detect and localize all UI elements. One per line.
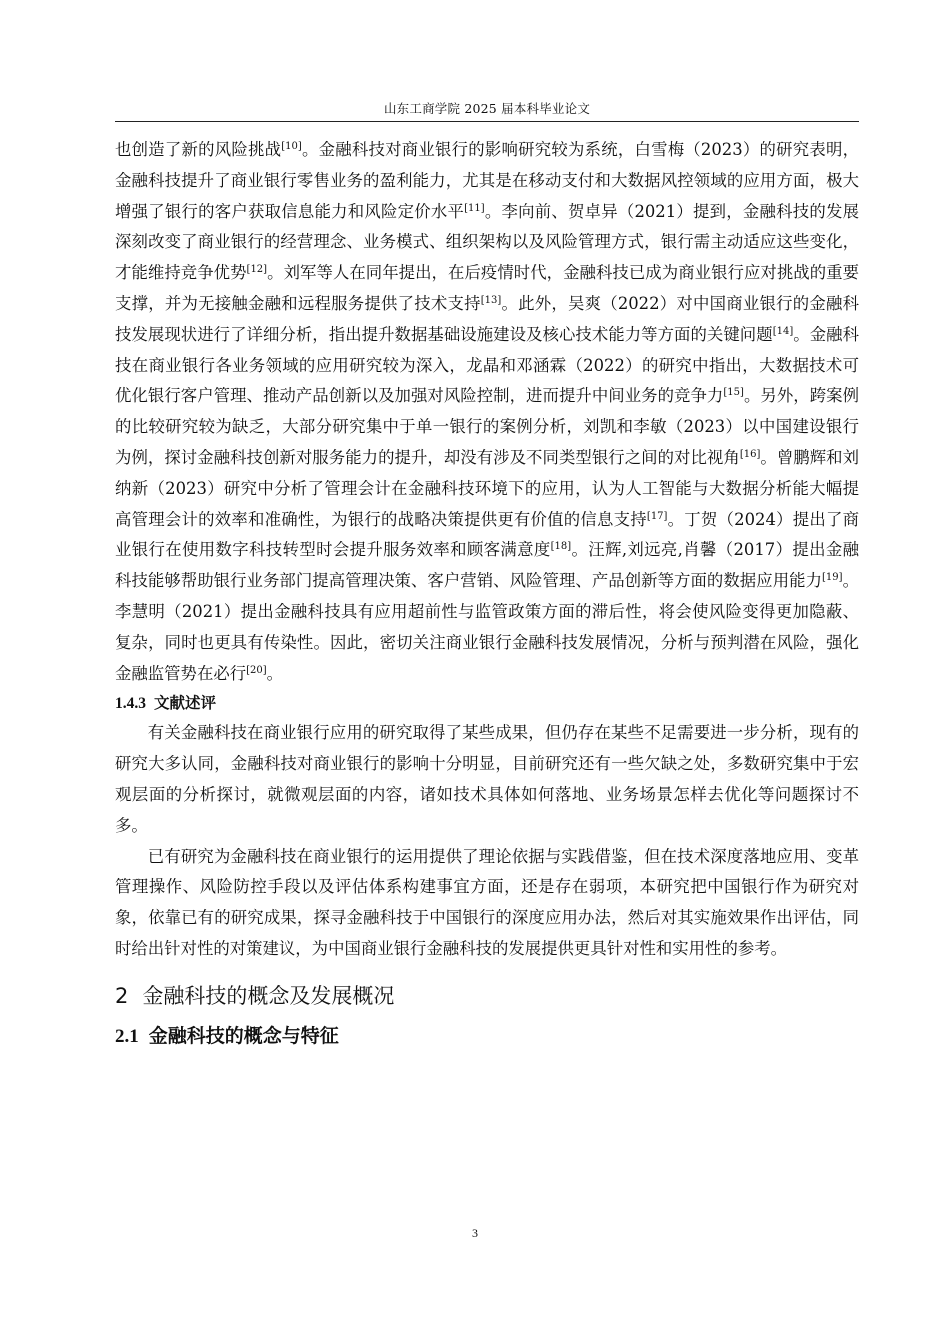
citation-ref: [10]: [281, 141, 302, 152]
body-paragraph: 有关金融科技在商业银行应用的研究取得了某些成果，但仍存在某些不足需要进一步分析，现有的研究大多认同，金融科技对商业银行的影响十分明显，目前研究还有一些欠缺之处，多数研究集中于宏观层面的分析探讨，就微观层面的内容，诸如技术具体如何落地、业务场景怎样去优化等问题探讨不多。: [115, 723, 859, 835]
header-rule: [115, 121, 859, 122]
citation-ref: [16]: [739, 448, 761, 460]
page-header: 山东工商学院 2025 届本科毕业论文: [383, 101, 591, 116]
citation-ref: [14]: [772, 325, 794, 337]
section-number: 2.1: [115, 1025, 139, 1047]
body-paragraph: 已有研究为金融科技在商业银行的运用提供了理论依据与实践借鉴，但在技术深度落地应用、变革管理操作、风险防控手段以及评估体系构建事宜方面，还是存在弱项，本研究把中国银行作为研究对象，依靠已有的研究成果，探寻金融科技于中国银行的深度应用办法，然后对其实施效果作出评估，同时给出针对性的对策建议，为中国商业银行金融科技的发展提供更具针对性和实用性的参考。: [115, 846, 859, 958]
citation-ref: [18]: [550, 541, 572, 553]
section-heading-1-4-3: [115, 689, 859, 718]
text-run: 。汪辉,刘远亮,肖馨（2017）提出金融科技能够帮助银行业务部门提高管理决策、客户营销、风险管理、产品创新等方面的数据应用能力: [115, 540, 859, 591]
text-run: 。另外，跨案例的比较研究较为缺乏，大部分研究集中于单一银行的案例分析，刘凯和李敏（2023）以中国建设银行为例，探讨金融科技创新对服务能力的提升，却没有涉及不同类型银行之间的对比视角: [115, 386, 860, 467]
chapter-title: 金融科技的概念及发展概况: [142, 983, 395, 1008]
citation-ref: [13]: [480, 294, 502, 306]
chapter-number: 2: [115, 983, 129, 1008]
text-run: 。李向前、贺卓异（2021）提到，金融科技的发展深刻改变了商业银行的经营理念、业务模式、组织架构以及风险管理方式，银行需主动适应这些变化，才能维持竞争优势: [115, 201, 860, 283]
section-number: 1.4.3: [115, 695, 146, 713]
text-run: 。: [266, 663, 284, 683]
citation-ref: [12]: [246, 264, 268, 276]
text-run: 。金融科技在商业银行各业务领域的应用研究较为深入，龙晶和邓涵霖（2022）的研究中指出，大数据技术可优化银行客户管理、推动产品创新以及加强对风险控制，进而提升中间业务的竞争力: [115, 324, 860, 406]
section-title: 金融科技的概念与特征: [148, 1024, 339, 1047]
text-run: 也创造了新的风险挑战: [115, 140, 282, 159]
section-title: 文献述评: [154, 693, 217, 713]
text-run: 。此外，吴爽（2022）对中国商业银行的金融科技发展现状进行了详细分析，指出提升数据基础设施建设及核心技术能力等方面的关键问题: [115, 293, 860, 344]
page-body: [115, 135, 859, 1054]
text-run: 。李慧明（2021）提出金融科技具有应用超前性与监管政策方面的滞后性，将会使风险变得更加隐蔽、复杂，同时也更具有传染性。因此，密切关注商业银行金融科技发展情况，分析与预判潜在风险，强化金融监管势在必行: [115, 571, 860, 683]
text-run: 。曾鹏辉和刘纳新（2023）研究中分析了管理会计在金融科技环境下的应用，认为人工智能与大数据分析能大幅提高管理会计的效率和准确性，为银行的战略决策提供更有价值的信息支持: [115, 447, 859, 529]
body-paragraph: [115, 135, 859, 689]
citation-ref: [11]: [464, 202, 485, 214]
page-number: 3: [472, 1226, 478, 1240]
citation-ref: [17]: [646, 510, 668, 522]
chapter-heading: [115, 979, 859, 1013]
text-run: 。丁贺（2024）提出了商业银行在使用数字科技转型时会提升服务效率和顾客满意度: [115, 509, 859, 560]
section-heading-2-1: [115, 1019, 859, 1054]
citation-ref: [20]: [246, 664, 267, 676]
citation-ref: [19]: [822, 572, 843, 584]
citation-ref: [15]: [723, 387, 744, 399]
text-run: 。刘军等人在同年提出，在后疫情时代，金融科技已成为商业银行应对挑战的重要支撑，并为无接触金融和远程服务提供了技术支持: [115, 263, 860, 313]
text-run: 。金融科技对商业银行的影响研究较为系统，白雪梅（2023）的研究表明，金融科技提升了商业银行零售业务的盈利能力，尤其是在移动支付和大数据风控领域的应用方面，极大增强了银行的客户获取信息能力和风险定价水平: [115, 140, 860, 221]
